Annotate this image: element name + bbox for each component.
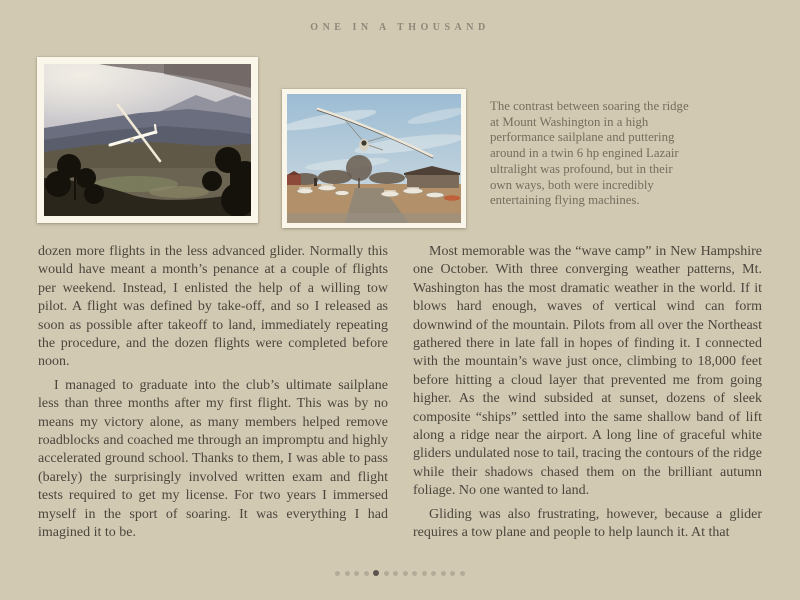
page-dot[interactable] xyxy=(354,571,359,576)
paragraph: I managed to graduate into the club’s ultimate sailplane less than three months after my first flight. This was by no means my victory alone, as many members helped remove roadblocks and coached me through an impromptu and highly accelerated ground school. Thanks to them, I was able to pass (barely) the surprisingly involved written exam and flight tests required to get my license. For two years I immersed myself in the sport of soaring. It was everything I had imagined it to be. xyxy=(38,377,388,541)
page-dot[interactable] xyxy=(450,571,455,576)
photo-caption: The contrast between soaring the ridge at Mount Washington in a high performance sailplane and puttering around in a twin 6 hp engined Lazair ultralight was profound, but in their own ways, both were incredibly entertaining flying machines. xyxy=(490,99,689,208)
photo-ultralight-frame xyxy=(282,89,466,228)
page-dot[interactable] xyxy=(384,571,389,576)
photo-sailplane-frame xyxy=(37,57,258,223)
page-dot-current[interactable] xyxy=(373,570,379,576)
text-column-left xyxy=(38,243,388,543)
paragraph: Gliding was also frustrating, however, because a glider requires a tow plane and people to help launch it. At that xyxy=(413,506,762,541)
ultralight-photo-image xyxy=(287,94,461,223)
running-header: ONE IN A THOUSAND xyxy=(310,22,490,33)
page-dot[interactable] xyxy=(460,571,465,576)
page-dot[interactable] xyxy=(364,571,369,576)
page-dot[interactable] xyxy=(335,571,340,576)
page-dot[interactable] xyxy=(441,571,446,576)
page-dot[interactable] xyxy=(345,571,350,576)
page-dot[interactable] xyxy=(412,571,417,576)
paragraph: Most memorable was the “wave camp” in New Hampshire one October. With three converging weather patterns, Mt. Washington has the most dramatic weather in the world. If it blows hard enough, waves of vertical wind can form downwind of the mountain. Pilots from all over the Northeast gathered there in late fall in hopes of finding it. I connected with the mountain’s wave just once, climbing to 18,000 feet before hitting a cloud layer that prevented me from going higher. As the wind subsided at sunset, dozens of sleek composite “ships” settled into the same shallow band of lift along a ridge near the airport. A long line of graceful white gliders undulated nose to tail, tracing the contours of the ridge while their shadows chased them on the brilliant autumn foliage. No one wanted to land. xyxy=(413,244,762,499)
page-dot[interactable] xyxy=(422,571,427,576)
page-dot[interactable] xyxy=(403,571,408,576)
paragraph: dozen more flights in the less advanced glider. Normally this would have meant a month’s penance at a couple of flights per weekend. Instead, I enlisted the help of a willing tow pilot. A flight was defined by take-off, and so I released as soon as possible after takeoff to land, immediately repeating the procedure, and the dozen flights were completed before noon. xyxy=(38,244,388,370)
page-dot[interactable] xyxy=(393,571,398,576)
text-column-right xyxy=(413,243,762,543)
sailplane-photo-image xyxy=(44,64,251,216)
page-dots xyxy=(0,570,800,576)
page-dot[interactable] xyxy=(431,571,436,576)
